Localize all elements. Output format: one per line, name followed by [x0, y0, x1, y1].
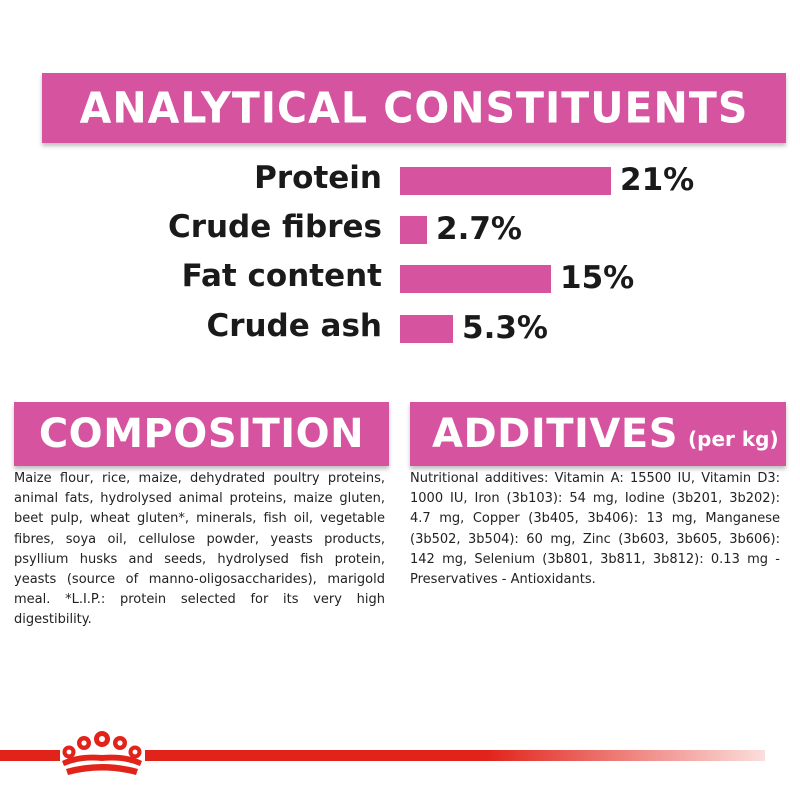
constituent-label: Crude ash — [206, 308, 382, 344]
analytical-constituents-title: ANALYTICAL CONSTITUENTS — [79, 82, 749, 134]
additives-text: Nutritional additives: Vitamin A: 15500 IU, Vitamin D3: 1000 IU, Iron (3b103): 54 mg, Iodine (3b201, 3b202): 4.7 mg, Copper (3b405, 3b406): 13 mg, Manganese (3b502, 3b504): 60 mg, Zinc (3b603, 3b605, 3b606): 142 mg, Selenium (3b801, 3b811, 3b812): 0.13 mg - Preservatives - Antioxidants. — [410, 471, 780, 588]
additives-title: ADDITIVES — [432, 411, 679, 457]
composition-title: COMPOSITION — [38, 411, 365, 457]
constituent-label: Crude fibres — [167, 209, 382, 245]
constituent-label: Protein — [254, 160, 382, 196]
composition-text: Maize flour, rice, maize, dehydrated poultry proteins, animal fats, hydrolysed animal proteins, maize gluten, beet pulp, wheat gluten*, minerals, fish oil, vegetable fibres, soya oil, cellulose powder, yeasts products, psyllium husks and seeds, hydrolysed fish protein, yeasts (source of manno-oligosaccharides), marigold meal. *L.I.P.: protein selected for its very high digestibility. — [14, 471, 385, 628]
constituent-value: 15% — [560, 260, 635, 296]
footer-line-left — [0, 750, 60, 761]
constituent-value: 2.7% — [436, 211, 522, 247]
constituent-value: 5.3% — [462, 310, 548, 346]
composition-banner — [14, 402, 389, 466]
constituent-bar — [400, 315, 453, 343]
constituent-bar — [400, 216, 427, 244]
analytical-constituents-banner — [42, 73, 786, 143]
constituent-bar — [400, 265, 551, 293]
constituent-bar — [400, 167, 611, 195]
additives-banner — [410, 402, 786, 466]
constituent-value: 21% — [620, 162, 695, 198]
additives-subtitle: (per kg) — [688, 427, 779, 451]
crown-icon — [58, 729, 146, 777]
constituent-label: Fat content — [181, 258, 382, 294]
footer-line-right — [145, 750, 765, 761]
